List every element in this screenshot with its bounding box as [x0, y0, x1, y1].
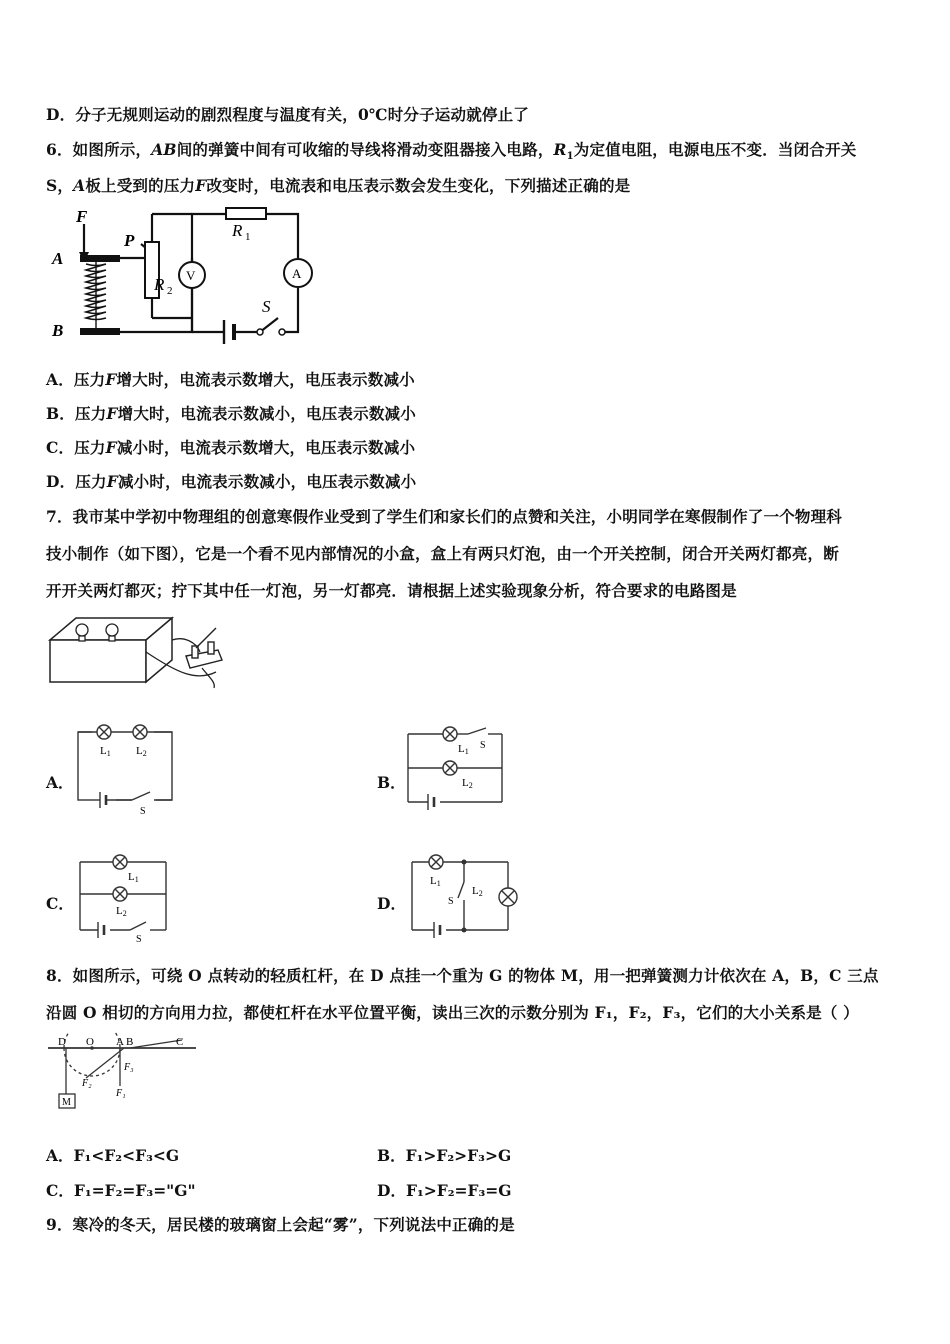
svg-text:L1: L1: [430, 875, 441, 888]
q7-circuit-b: [400, 722, 510, 814]
svg-text:F: F: [76, 207, 88, 226]
q8-option-c: C．F₁=F₂=F₃="G": [46, 1181, 196, 1200]
q7-stem-line2: 技小制作（如下图），它是一个看不见内部情况的小盒，盒上有两只灯泡，由一个开关控制，闭合开关两灯都亮，断: [46, 544, 839, 563]
q7-circuit-c: [70, 848, 180, 944]
svg-text:L2: L2: [472, 885, 483, 898]
svg-text:L2: L2: [116, 905, 127, 918]
svg-text:B: B: [52, 321, 64, 340]
svg-text:M: M: [62, 1097, 71, 1108]
svg-text:C: C: [176, 1036, 184, 1048]
svg-text:L2: L2: [136, 745, 147, 758]
svg-text:D: D: [58, 1036, 66, 1048]
svg-text:P: P: [124, 231, 135, 250]
q7-label-d: D．: [377, 894, 406, 913]
svg-text:S: S: [480, 740, 486, 751]
svg-text:S: S: [262, 297, 271, 316]
q8-stem-line2: 沿圆 O 相切的方向用力拉，都使杠杆在水平位置平衡，读出三次的示数分别为 F₁，F₂，F₃，它们的大小关系是（ ）: [46, 1003, 859, 1022]
svg-text:F₂: F₂: [82, 1078, 92, 1089]
q7-stem-line3: 开开关两灯都灭；拧下其中任一灯泡，另一灯都亮．请根据上述实验现象分析，符合要求的电路图是: [46, 581, 737, 600]
svg-text:F₃: F₃: [124, 1062, 134, 1073]
svg-text:F₁: F₁: [116, 1088, 126, 1099]
q6-stem-line1: 6．如图所示，AB间的弹簧中间有可收缩的导线将滑动变阻器接入电路，$R_1$为定值电阻，电源电压不变．当闭合开关: [46, 140, 857, 163]
svg-text:L2: L2: [462, 777, 473, 790]
q6-circuit-figure: [46, 202, 326, 352]
svg-text:L1: L1: [458, 743, 469, 756]
q7-label-c: C．: [46, 894, 74, 913]
svg-text:L1: L1: [128, 871, 139, 884]
q7-stem-line1: 7．我市某中学初中物理组的创意寒假作业受到了学生们和家长们的点赞和关注，小明同学在寒假制作了一个物理科: [46, 507, 842, 526]
q7-box-picture: [46, 612, 226, 694]
svg-text:A: A: [52, 249, 64, 268]
q7-label-a: A．: [46, 773, 74, 792]
svg-text:S: S: [136, 934, 142, 944]
q8-option-b: B．F₁>F₂>F₃>G: [377, 1146, 512, 1165]
svg-text:O: O: [86, 1036, 94, 1048]
svg-text:B: B: [126, 1036, 134, 1048]
q7-label-b: B．: [377, 773, 406, 792]
q8-option-a: A．F₁<F₂<F₃<G: [46, 1146, 180, 1165]
q5-option-d: D．分子无规则运动的剧烈程度与温度有关，0℃时分子运动就停止了: [46, 105, 530, 124]
q6-option-d: D．压力F减小时，电流表示数减小，电压表示数减小: [46, 472, 417, 491]
svg-text:R: R: [154, 275, 165, 294]
svg-text:V: V: [186, 268, 196, 283]
svg-text:S: S: [140, 806, 146, 814]
q8-option-d: D．F₁>F₂=F₃=G: [377, 1181, 512, 1200]
q6-option-b: B．压力F增大时，电流表示数减小，电压表示数减小: [46, 404, 416, 423]
q6-stem-line2: S，A板上受到的压力F改变时，电流表和电压表示数会发生变化，下列描述正确的是: [46, 176, 631, 195]
q7-circuit-a: [70, 722, 180, 814]
svg-text:A: A: [292, 266, 302, 281]
q8-lever-figure: [46, 1032, 206, 1112]
q7-circuit-d: [400, 848, 530, 944]
q6-option-c: C．压力F减小时，电流表示数增大，电压表示数减小: [46, 438, 416, 457]
svg-text:1: 1: [245, 231, 251, 243]
svg-text:A: A: [116, 1036, 124, 1048]
svg-text:L1: L1: [100, 745, 111, 758]
q6-option-a: A．压力F增大时，电流表示数增大，电压表示数减小: [46, 370, 415, 389]
svg-text:R: R: [232, 221, 243, 240]
svg-text:2: 2: [167, 285, 173, 297]
q9-stem-line1: 9．寒冷的冬天，居民楼的玻璃窗上会起“雾”，下列说法中正确的是: [46, 1215, 515, 1234]
svg-text:S: S: [448, 896, 454, 907]
q8-stem-line1: 8．如图所示，可绕 O 点转动的轻质杠杆，在 D 点挂一个重为 G 的物体 M，用一把弹簧测力计依次在 A，B，C 三点: [46, 966, 879, 985]
